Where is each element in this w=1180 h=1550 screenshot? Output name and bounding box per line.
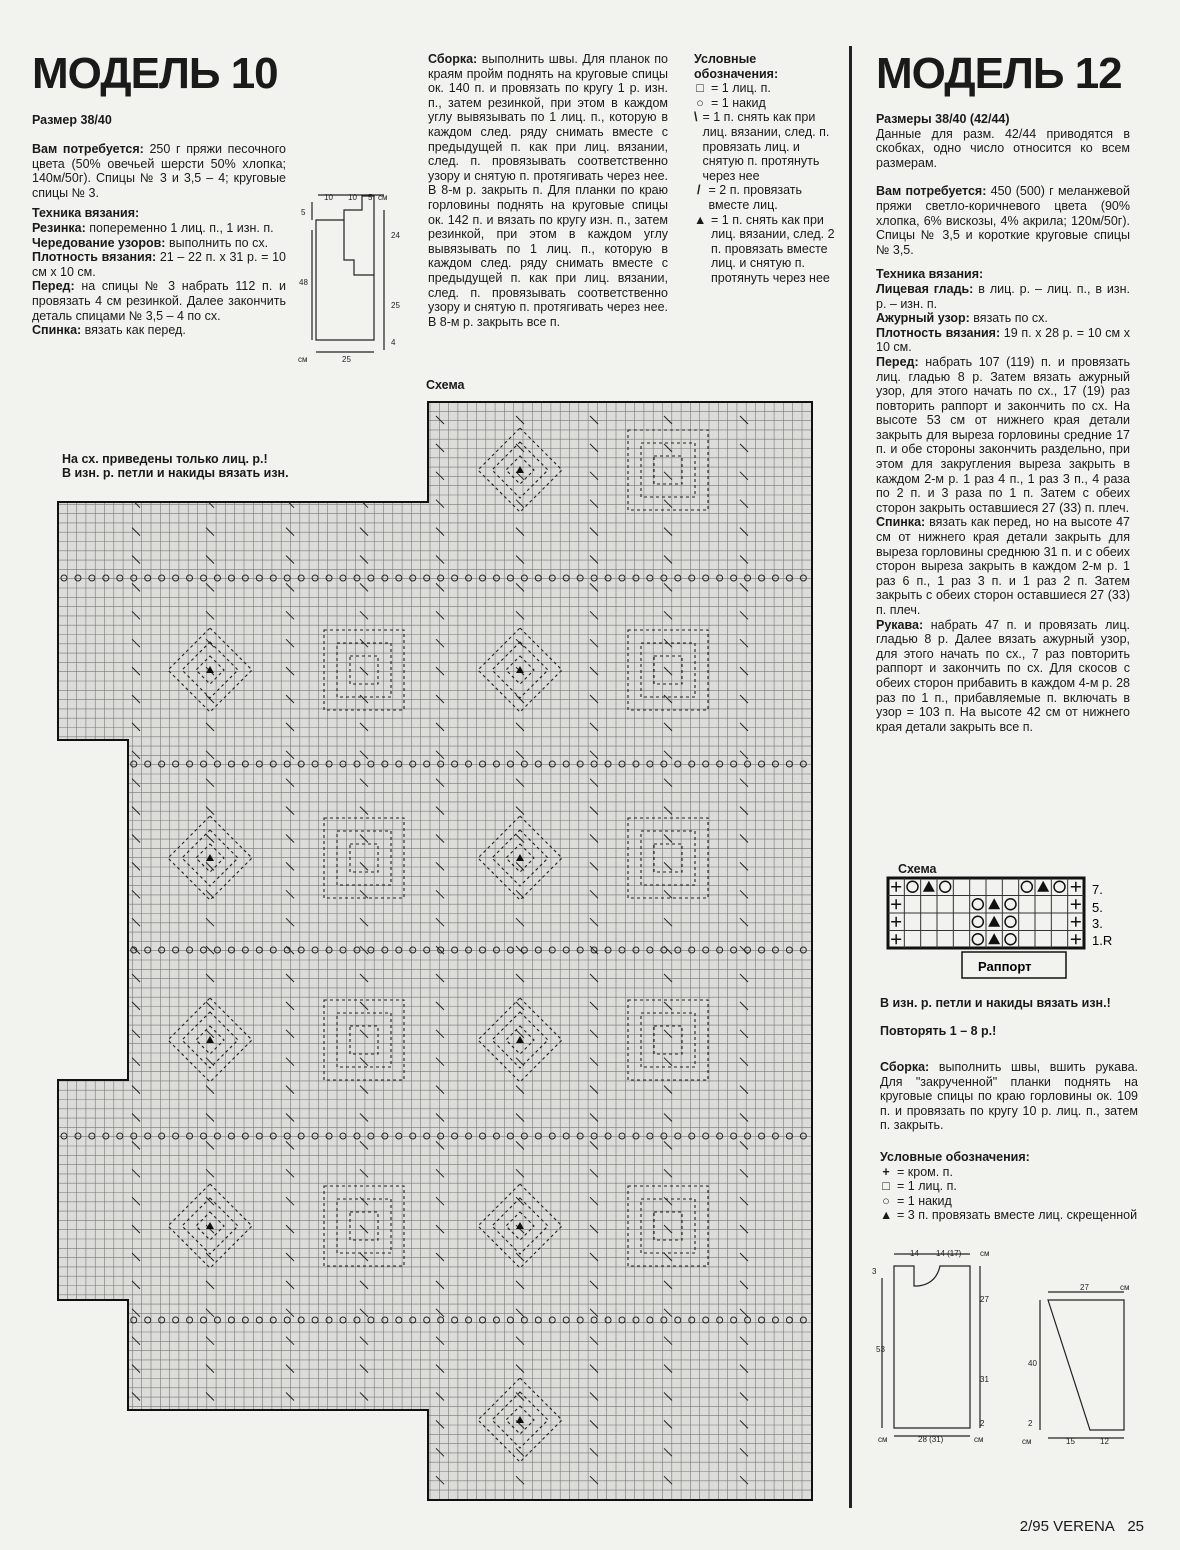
dim-top-unit: см xyxy=(378,193,388,202)
issue-label: 2/95 VERENA xyxy=(1019,1518,1115,1535)
scheme-label: Схема xyxy=(426,378,465,392)
gauge-label: Плотность вязания: xyxy=(32,250,157,265)
stockinette-label: Лицевая гладь: xyxy=(876,281,974,296)
legend-item-k3tog xyxy=(880,1208,1138,1223)
dim-top-1: 10 xyxy=(324,193,333,202)
dim-top-2: 14 (17) xyxy=(936,1249,962,1258)
legend-text: = 2 п. провязать вместе лиц. xyxy=(708,183,802,212)
legend-text: = 1 лиц. п. xyxy=(711,81,771,96)
dim-right-3: 2 xyxy=(980,1419,985,1428)
materials-label: Вам потребуется: xyxy=(32,142,144,156)
gauge-text: 19 п. х 28 р. = 10 см х 10 см. xyxy=(876,325,1130,355)
model12-text xyxy=(876,112,1130,734)
dim-bottom-1: 28 (31) xyxy=(918,1435,944,1444)
dim-top-unit: см xyxy=(1120,1283,1130,1292)
legend-text: = кром. п. xyxy=(897,1164,953,1179)
k2tog-icon: / xyxy=(697,183,701,198)
dim-right-1: 27 xyxy=(980,1295,989,1304)
technique-heading: Техника вязания: xyxy=(32,206,140,221)
page-footer xyxy=(1020,1518,1144,1535)
assembly-label: Сборка: xyxy=(428,52,478,66)
slip-knit-pass-icon: \ xyxy=(694,110,698,125)
model12-size: Размеры 38/40 (42/44) xyxy=(876,112,1010,126)
row-5: 5. xyxy=(1092,900,1103,915)
dim-left-2: 53 xyxy=(876,1345,885,1354)
model12-sleeve-schematic xyxy=(1020,1280,1150,1446)
legend-heading: Условные обозначения: xyxy=(694,52,779,81)
lace-text: вязать по сх. xyxy=(969,311,1048,326)
legend-item-selvage xyxy=(880,1165,1138,1180)
page-number: 25 xyxy=(1127,1518,1144,1535)
gauge-text: 21 – 22 п. х 31 р. = 10 см х 10 см. xyxy=(32,250,286,279)
front-label: Перед: xyxy=(876,354,919,369)
scheme-note-2: В изн. р. петли и накиды вязать изн. xyxy=(62,466,289,480)
scheme-note-1: На сх. приведены только лиц. р.! xyxy=(62,452,268,466)
materials-label: Вам потребуется: xyxy=(876,184,987,199)
column-divider xyxy=(849,46,852,1508)
dim-left-2: 48 xyxy=(299,278,308,287)
model12-note-1: В изн. р. петли и накиды вязать изн.! xyxy=(880,996,1111,1010)
model12-title: МОДЕЛЬ 12 xyxy=(876,49,1122,98)
sleeves-label: Рукава: xyxy=(876,617,924,632)
knit-symbol-icon: □ xyxy=(696,81,704,96)
plus-icon: + xyxy=(882,1164,890,1179)
dim-top-unit: см xyxy=(980,1249,990,1258)
legend-text: = 3 п. провязать вместе лиц. скрещенной xyxy=(897,1208,1138,1223)
front-text: набрать 107 (119) п. и провязать лиц. гладью 8 р. Затем вязать ажурный узор, для этого начать по сх., 17 (19) раз повторить раппорт и закончить по сх. На высоте 53 см от нижнего края детали закрыть для выреза горловины средние 17 п. и обе стороны закончить раздельно, при этом для закругления выреза закрыть в каждом 2-м р. 1 раз 4 п., 1 раз 3 п., 4 раза по 2 п. и 3 раза по 1 п. Затем с обеих сторон закрыть оставшиеся 27 (33) п. плеч. xyxy=(876,354,1130,515)
rib-label: Резинка: xyxy=(32,220,86,235)
model10-size: Размер 38/40 xyxy=(32,113,112,127)
dim-top-1: 14 xyxy=(910,1249,919,1258)
row-1: 1.R xyxy=(1092,933,1113,948)
dim-left-2: 2 xyxy=(1028,1419,1033,1428)
gauge-label: Плотность вязания: xyxy=(876,325,1001,340)
yarn-over-icon: ○ xyxy=(696,95,704,110)
dim-right-1: 24 xyxy=(391,231,400,240)
rib-text: попеременно 1 лиц. п., 1 изн. п. xyxy=(85,220,274,235)
technique-heading: Техника вязания: xyxy=(876,267,984,282)
legend-text: = 1 накид xyxy=(897,1193,952,1208)
assembly-text: выполнить швы, вшить рукава. Для "закрученной" планки поднять на круговые спицы по краю горловины ок. 109 п. и провязать по кругу 10 р. лиц. п., затем п. закрыть. xyxy=(880,1060,1138,1133)
triangle-icon: ▲ xyxy=(880,1208,893,1223)
alt-label: Чередование узоров: xyxy=(32,235,166,250)
dim-left-1: 3 xyxy=(872,1267,877,1276)
rapport-label: Раппорт xyxy=(978,959,1032,974)
model10-title: МОДЕЛЬ 10 xyxy=(32,49,278,98)
legend-text: = 1 накид xyxy=(711,95,766,110)
front-label: Перед: xyxy=(32,279,75,294)
model12-legend xyxy=(880,1150,1138,1223)
yarn-over-icon: ○ xyxy=(882,1193,890,1208)
model12-scheme-label: Схема xyxy=(898,862,937,876)
dim-bottom-1: 15 xyxy=(1066,1437,1075,1446)
dim-bottom-unit-2: см xyxy=(974,1435,984,1444)
dim-left-1: 40 xyxy=(1028,1359,1037,1368)
stockinette-text: в лиц. р. – лиц. п., в изн. р. – изн. п. xyxy=(876,281,1131,311)
materials-text: 250 г пряжи песочного цвета (50% овечьей шерсти 50% хлопка; 140м/50г). Спицы № 3 и 3,5 – 4; круговые спицы № 3. xyxy=(32,142,286,200)
dim-left-unit: см xyxy=(298,355,308,364)
lace-label: Ажурный узор: xyxy=(876,311,970,326)
dim-left-1: 5 xyxy=(301,208,306,217)
dim-bottom-2: 12 xyxy=(1100,1437,1109,1446)
dim-right-3: 4 xyxy=(391,338,396,347)
dim-top-1: 27 xyxy=(1080,1283,1089,1292)
dim-right-2: 31 xyxy=(980,1375,989,1384)
legend-heading: Условные обозначения: xyxy=(880,1150,1030,1164)
model12-body-schematic xyxy=(870,1246,1000,1446)
dim-bottom-1: 25 xyxy=(342,355,351,364)
materials-text: 450 (500) г меланжевой пряжи светло-коричневого цвета (90% хлопка, 6% вискозы, 4% акрила; 120м/50г). Спицы № 3,5 и короткие круговые спицы № 3,5. xyxy=(876,184,1130,257)
triangle-icon: ▲ xyxy=(694,212,707,227)
model12-note-2: Повторять 1 – 8 р.! xyxy=(880,1024,997,1038)
dim-bottom-unit: см xyxy=(1022,1437,1032,1446)
alt-text: выполнить по сх. xyxy=(165,235,269,250)
legend-text: = 1 п. снять как при лиц. вязании, след. 2 п. провязать вместе лиц. и снятую п. протянуть через нее xyxy=(711,212,835,285)
back-label: Спинка: xyxy=(876,515,926,530)
dim-top-3: 5 xyxy=(368,193,373,202)
assembly-text: выполнить швы. Для планок по краям пройм поднять на круговые спицы ок. 140 п. и провязать по кругу 1 р. изн. п., затем резинкой, при этом в каждом углу вывязывать по 1 лиц. п., которую в каждом след. ряду снимать вместе с предыдущей п. как при лиц. вязании, след. п. провязывать соответственно узору и снятую п. протягивать через нее. В 8-м р. закрыть п. Для планки по краю горловины поднять на круговые спицы ок. 142 п. и вязать по кругу изн. п., затем резинкой, при этом в каждом углу вывязывать по 1 лиц. п., которую в каждом след. ряду снимать вместе с предыдущей п. как при лиц. вязании, след. п. провязывать соответственно узору и снятую п. протягивать через нее. В 8-м р. закрыть все п. xyxy=(428,52,668,329)
back-text: вязать как перед. xyxy=(81,323,186,338)
dim-right-2: 25 xyxy=(391,301,400,310)
dim-bottom-unit: см xyxy=(878,1435,888,1444)
back-label: Спинка: xyxy=(32,323,82,338)
legend-item-yo xyxy=(880,1194,1138,1209)
size-note: Данные для разм. 42/44 приводятся в скобках, одно число относится ко всем размерам. xyxy=(876,126,1130,170)
model12-lace-chart xyxy=(884,874,1134,984)
legend-item-knit xyxy=(880,1179,1138,1194)
legend-text: = 1 лиц. п. xyxy=(897,1179,957,1194)
row-7: 7. xyxy=(1092,882,1103,897)
legend-text: = 1 п. снять как при лиц. вязании, след. п. провязать лиц. и снятую п. протянуть через нее xyxy=(702,110,830,183)
front-text: на спицы № 3 набрать 112 п. и провязать 4 см резинкой. Далее закончить деталь спицами № 3,5 – 4 по сх. xyxy=(32,279,286,323)
model12-assembly xyxy=(880,1060,1138,1133)
row-3: 3. xyxy=(1092,916,1103,931)
knit-symbol-icon: □ xyxy=(882,1179,890,1194)
sleeves-text: набрать 47 п. и провязать лиц. гладью 8 р. Далее вязать ажурный узор, для этого начать по сх., 7 раз повторить раппорт и закончить по сх. Для скосов с обеих сторон прибавить в каждом 4-м р. 28 раз по 1 п., прибавляемые п. включать в узор = 103 п. На высоте 42 см от нижнего края детали закрыть все п. xyxy=(876,617,1130,734)
back-text: вязать как перед, но на высоте 47 см от нижнего края детали закрыть для выреза горловины среднюю 31 п. и с обеих сторон выреза закрыть в каждом 2-м р. 1 раз 6 п., 1 раз 3 п. и 1 раз 2 п. Затем закрыть с обеих сторон оставшиеся 27 (33) п. плеч. xyxy=(876,515,1130,617)
dim-top-2: 10 xyxy=(348,193,357,202)
assembly-label: Сборка: xyxy=(880,1060,930,1074)
